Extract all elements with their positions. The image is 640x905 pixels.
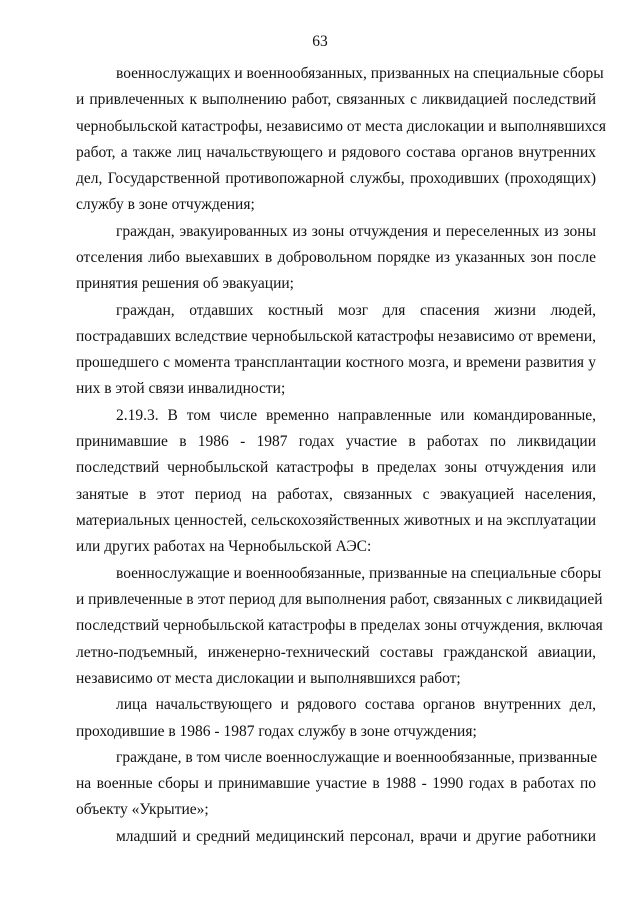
text-line: лица начальствующего и рядового состава органов внутренних дел, [116, 696, 596, 713]
text-line: отселения либо выехавших в добровольном порядке из указанных зон после [76, 249, 596, 266]
text-line: и привлеченных к выполнению работ, связанных с ликвидацией последствий [76, 91, 596, 108]
text-line: объекту «Укрытие»; [76, 801, 209, 818]
text-line: принятия решения об эвакуации; [76, 275, 294, 292]
text-line: последствий чернобыльской катастрофы в пределах зоны отчуждения, включая [76, 617, 603, 634]
text-line: работ, а также лиц начальствующего и рядового состава органов внутренних [76, 144, 596, 161]
text-line: службу в зоне отчуждения; [76, 196, 255, 213]
text-line: военнослужащих и военнообязанных, призванных на специальные сборы [116, 65, 604, 82]
text-line: принимавшие в 1986 - 1987 годах участие в работах по ликвидации [76, 433, 596, 450]
text-line: и привлеченные в этот период для выполнения работ, связанных с ликвидацией [76, 591, 603, 608]
text-line: младший и средний медицинский персонал, врачи и другие работники [116, 828, 596, 845]
text-line: материальных ценностей, сельскохозяйственных животных и на эксплуатации [76, 512, 596, 529]
text-line: чернобыльской катастрофы, независимо от места дислокации и выполнявшихся [76, 118, 606, 135]
text-line: граждане, в том числе военнослужащие и военнообязанные, призванные [116, 749, 598, 766]
text-line: прошедшего с момента трансплантации костного мозга, и времени развития у [76, 354, 596, 371]
text-line: дел, Государственной противопожарной службы, проходивших (проходящих) [76, 170, 596, 187]
text-line: на военные сборы и принимавшие участие в 1988 - 1990 годах в работах по [76, 775, 596, 792]
text-line: занятые в этот период на работах, связанных с эвакуацией населения, [76, 486, 596, 503]
text-line: последствий чернобыльской катастрофы в пределах зоны отчуждения или [76, 459, 596, 476]
page-number: 63 [312, 33, 328, 50]
text-line: проходившие в 1986 - 1987 годах службу в зоне отчуждения; [76, 723, 477, 740]
text-line: летно-подъемный, инженерно-технический составы гражданской авиации, [76, 644, 596, 661]
text-line: пострадавших вследствие чернобыльской катастрофы независимо от времени, [76, 328, 596, 345]
text-line: них в этой связи инвалидности; [76, 380, 286, 397]
text-line: военнослужащие и военнообязанные, призванные на специальные сборы [116, 565, 602, 582]
text-line: или других работах на Чернобыльской АЭС: [76, 538, 372, 555]
text-line: граждан, эвакуированных из зоны отчуждения и переселенных из зоны [116, 223, 596, 240]
section-heading-line: 2.19.3. В том числе временно направленные или командированные, [116, 407, 596, 424]
text-line: независимо от места дислокации и выполнявшихся работ; [76, 670, 461, 687]
text-line: граждан, отдавших костный мозг для спасения жизни людей, [116, 302, 596, 319]
